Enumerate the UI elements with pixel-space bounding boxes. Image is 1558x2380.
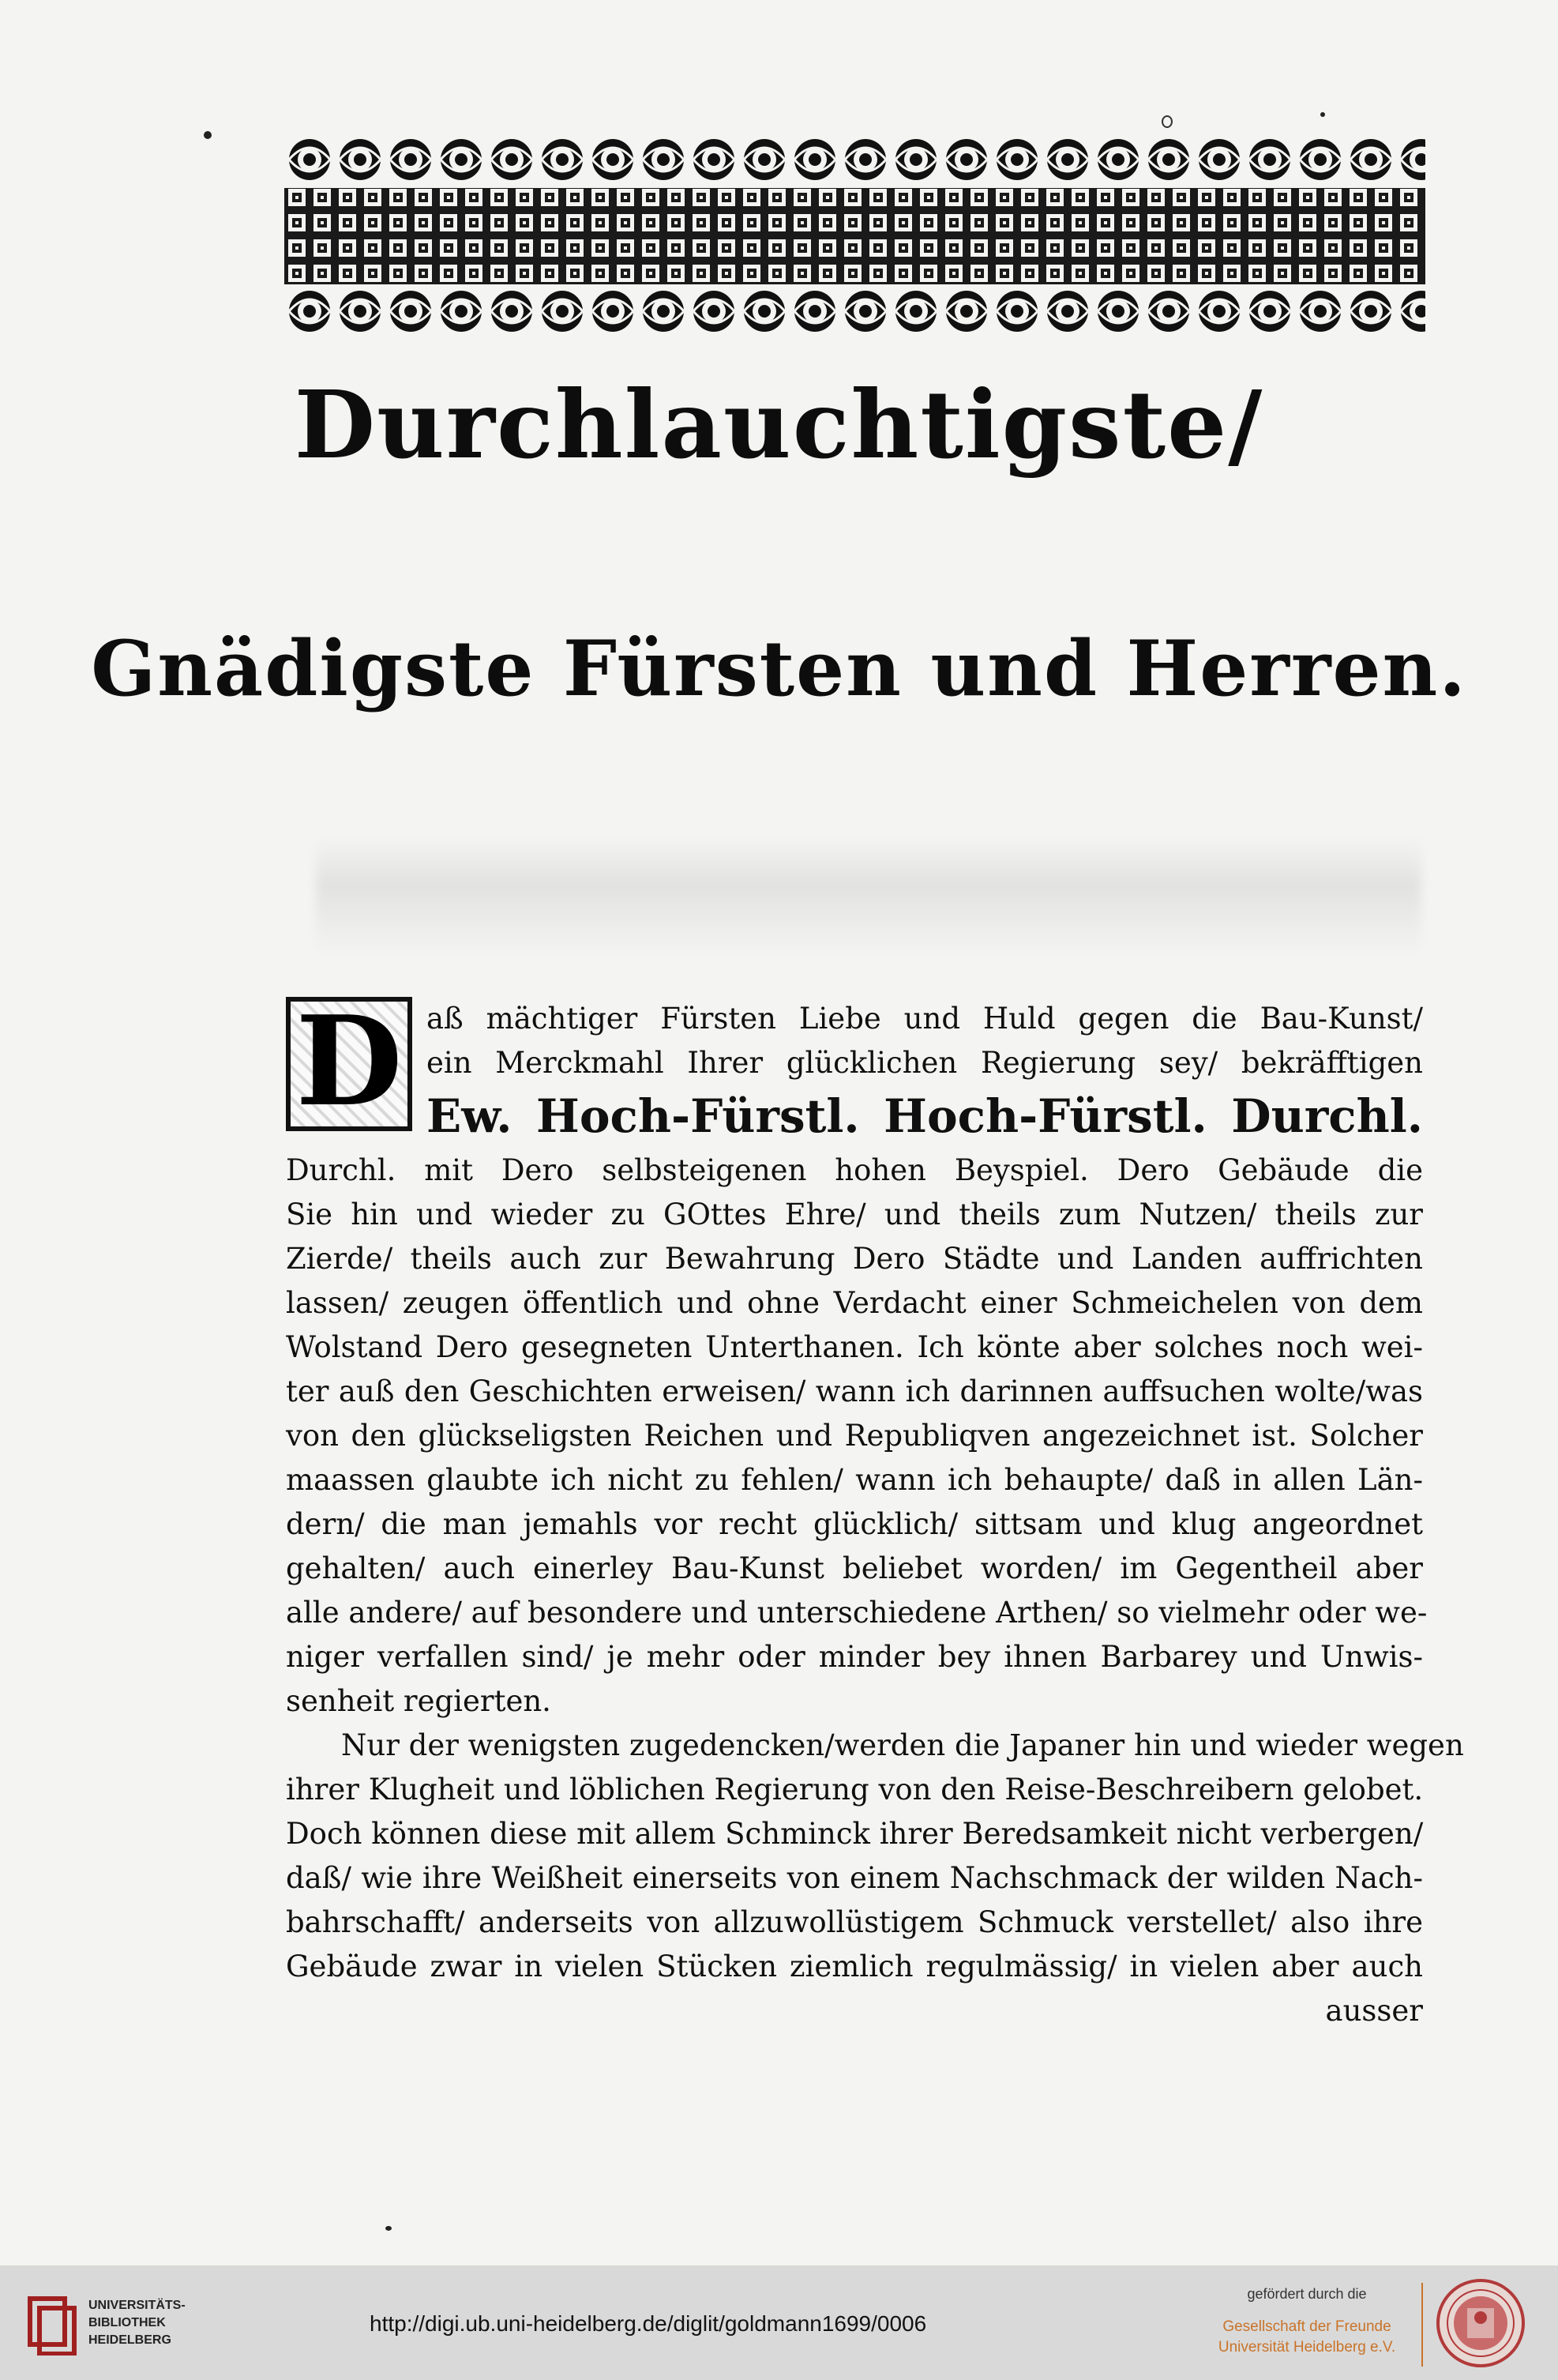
text-line: lassen/ zeugen öffentlich und ohne Verdacht einer Schmeichelen von dem xyxy=(286,1286,1423,1320)
text-line: von den glückseligsten Reichen und Republiqven angezeichnet ist. Solcher xyxy=(286,1419,1423,1453)
body-text xyxy=(286,989,1464,2119)
sponsor-name-line: Gesellschaft der Freunde xyxy=(1222,2318,1391,2335)
text-line: alle andere/ auf besondere und unterschiedene Arthen/ so vielmehr oder we- xyxy=(286,1596,1428,1630)
university-seal-icon[interactable] xyxy=(1436,2278,1526,2368)
scan-speck xyxy=(204,131,212,139)
library-name xyxy=(88,2297,186,2349)
text-line: ihrer Klugheit und löblichen Regierung von den Reise-Beschreibern gelobet. xyxy=(286,1773,1424,1807)
library-name-line: UNIVERSITÄTS- xyxy=(88,2299,186,2312)
drop-cap-letter: D xyxy=(295,989,403,1134)
library-name-line: BIBLIOTHEK xyxy=(88,2316,166,2329)
main-heading: Durchlauchtigste/ xyxy=(294,370,1264,479)
sponsor-credit xyxy=(1192,2286,1421,2358)
sponsor-intro: gefördert durch die xyxy=(1247,2286,1367,2302)
footer-bar xyxy=(0,2265,1558,2380)
text-line: Wolstand Dero gesegneten Unterthanen. Ich könte aber solches noch wei- xyxy=(286,1330,1423,1364)
text-line: daß/ wie ihre Weißheit einerseits von einem Nachschmack der wilden Nach- xyxy=(286,1861,1423,1895)
bleed-through-shadow xyxy=(316,837,1421,956)
sub-heading: Gnädigste Fürsten und Herren. xyxy=(91,624,1467,713)
text-line: Ew. Hoch-Fürstl. Hoch-Fürstl. Durchl. xyxy=(426,1089,1423,1143)
catchword: ausser xyxy=(1325,1994,1423,2028)
text-line: maassen glaubte ich nicht zu fehlen/ wann ich behaupte/ daß in allen Län- xyxy=(286,1463,1423,1497)
text-line: Gebäude zwar in vielen Stücken ziemlich regulmässig/ in vielen aber auch xyxy=(286,1949,1423,1983)
sponsor-name-line: Universität Heidelberg e.V. xyxy=(1218,2339,1396,2356)
text-line: Nur der wenigsten zugedencken/werden die Japaner hin und wieder wegen xyxy=(341,1728,1464,1762)
text-line: senheit regierten. xyxy=(286,1684,551,1718)
text-line: Doch können diese mit allem Schminck ihrer Beredsamkeit nicht verbergen/ xyxy=(286,1817,1424,1851)
decorative-ornament-band xyxy=(284,134,1425,338)
library-name-line: HEIDELBERG xyxy=(88,2333,171,2347)
sponsor-divider xyxy=(1421,2283,1423,2367)
permalink-url[interactable]: http://digi.ub.uni-heidelberg.de/diglit/goldmann1699/0006 xyxy=(370,2311,927,2336)
scan-speck xyxy=(1320,112,1325,117)
text-line: gehalten/ auch einerley Bau-Kunst beliebet worden/ im Gegentheil aber xyxy=(286,1551,1423,1585)
text-line: dern/ die man jemahls vor recht glücklich/ sittsam und klug angeordnet xyxy=(286,1507,1423,1541)
text-line: ter auß den Geschichten erweisen/ wann ich darinnen auffsuchen wolte/was xyxy=(286,1374,1423,1408)
scan-speck xyxy=(1162,115,1173,128)
library-logo-icon[interactable] xyxy=(25,2294,77,2356)
text-line: Sie hin und wieder zu GOttes Ehre/ und theils zum Nutzen/ theils zur xyxy=(286,1198,1423,1231)
text-line: niger verfallen sind/ je mehr oder minder bey ihnen Barbarey und Unwis- xyxy=(286,1640,1423,1674)
text-line: bahrschafft/ anderseits von allzuwollüstigem Schmuck verstellet/ also ihre xyxy=(286,1905,1423,1939)
scan-speck xyxy=(385,2226,392,2231)
text-line: Durchl. mit Dero selbsteigenen hohen Beyspiel. Dero Gebäude die xyxy=(286,1153,1423,1187)
text-line: Zierde/ theils auch zur Bewahrung Dero Städte und Landen auffrichten xyxy=(286,1242,1423,1276)
drop-cap xyxy=(286,989,412,1134)
text-line: ein Merckmahl Ihrer glücklichen Regierung sey/ bekräfftigen xyxy=(426,1046,1423,1080)
text-line: aß mächtiger Fürsten Liebe und Huld gegen die Bau-Kunst/ xyxy=(426,1002,1423,1036)
